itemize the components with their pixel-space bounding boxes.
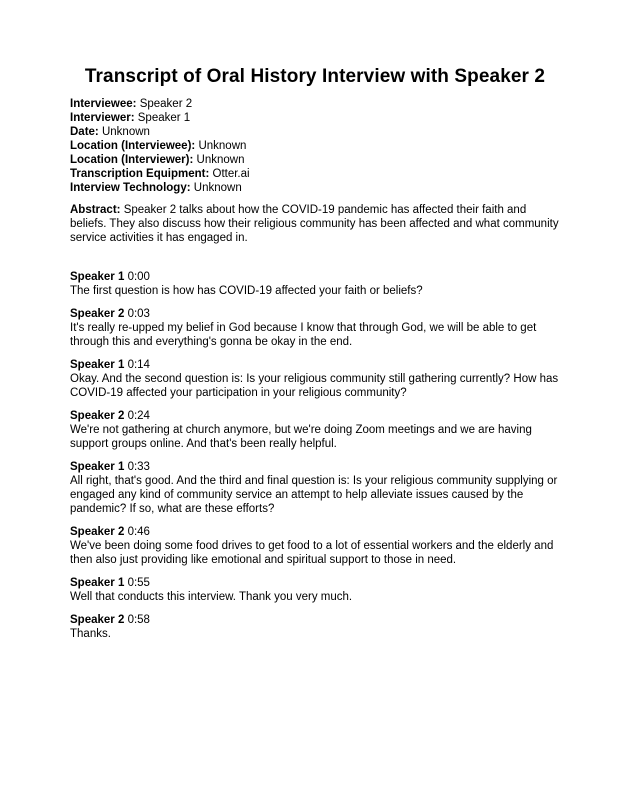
metadata-value: Unknown: [196, 154, 245, 166]
metadata-label: Transcription Equipment:: [70, 168, 210, 180]
dialogue-turn: [70, 270, 560, 298]
metadata-line-transcription-equipment: [70, 167, 560, 181]
turn-header: [70, 358, 560, 372]
speaker-name: Speaker 2: [70, 526, 125, 538]
timestamp: 0:33: [127, 461, 150, 473]
abstract-text: Speaker 2 talks about how the COVID-19 pandemic has affected their faith and beliefs. They also discuss how their religious community has been affected and what community service activities it has engaged in.: [70, 204, 559, 244]
dialogue-turn: [70, 358, 560, 400]
metadata-label: Location (Interviewer):: [70, 154, 194, 166]
metadata-label: Location (Interviewee):: [70, 140, 196, 152]
dialogue-section: [70, 270, 560, 641]
dialogue-turn: [70, 576, 560, 604]
metadata-value: Unknown: [198, 140, 247, 152]
turn-text: The first question is how has COVID-19 affected your faith or beliefs?: [70, 285, 423, 297]
metadata-value: Otter.ai: [212, 168, 250, 180]
abstract-paragraph: [70, 203, 560, 245]
timestamp: 0:14: [127, 359, 150, 371]
dialogue-turn: [70, 460, 560, 516]
timestamp: 0:03: [127, 308, 150, 320]
speaker-name: Speaker 2: [70, 308, 125, 320]
dialogue-turn: [70, 307, 560, 349]
turn-header: [70, 409, 560, 423]
dialogue-turn: [70, 525, 560, 567]
timestamp: 0:46: [127, 526, 150, 538]
document-title: Transcript of Oral History Interview with Speaker 2: [84, 66, 546, 87]
metadata-value: Unknown: [193, 182, 242, 194]
turn-text: It's really re-upped my belief in God because I know that through God, we will be able to get through this and everything's gonna be okay in the end.: [70, 322, 537, 348]
metadata-block: [70, 97, 560, 195]
speaker-name: Speaker 1: [70, 577, 125, 589]
speaker-name: Speaker 2: [70, 410, 125, 422]
timestamp: 0:00: [127, 271, 150, 283]
turn-header: [70, 613, 560, 627]
turn-header: [70, 460, 560, 474]
metadata-label: Interviewer:: [70, 112, 135, 124]
turn-text: All right, that's good. And the third and final question is: Is your religious community supplying or engaged any kind of community service an attempt to help alleviate issues caused by the pandemic? If so, what are these efforts?: [70, 475, 558, 515]
timestamp: 0:58: [127, 614, 150, 626]
turn-header: [70, 576, 560, 590]
metadata-label: Date:: [70, 126, 99, 138]
metadata-line-location-interviewee: [70, 139, 560, 153]
dialogue-turn: [70, 409, 560, 451]
metadata-line-location-interviewer: [70, 153, 560, 167]
metadata-line-interview-technology: [70, 181, 560, 195]
speaker-name: Speaker 1: [70, 461, 125, 473]
turn-header: [70, 270, 560, 284]
metadata-label: Interview Technology:: [70, 182, 191, 194]
timestamp: 0:24: [127, 410, 150, 422]
turn-text: We're not gathering at church anymore, but we're doing Zoom meetings and we are having support groups online. And that's been really helpful.: [70, 424, 532, 450]
timestamp: 0:55: [127, 577, 150, 589]
metadata-label: Interviewee:: [70, 98, 137, 110]
metadata-value: Speaker 1: [137, 112, 191, 124]
speaker-name: Speaker 2: [70, 614, 125, 626]
turn-text: Okay. And the second question is: Is your religious community still gathering currently? How has COVID-19 affected your participation in your religious community?: [70, 373, 559, 399]
speaker-name: Speaker 1: [70, 271, 125, 283]
metadata-value: Unknown: [101, 126, 150, 138]
metadata-line-interviewer: [70, 111, 560, 125]
metadata-line-interviewee: [70, 97, 560, 111]
turn-text: Thanks.: [70, 628, 111, 640]
abstract-label: Abstract:: [70, 204, 121, 216]
speaker-name: Speaker 1: [70, 359, 125, 371]
turn-text: Well that conducts this interview. Thank you very much.: [70, 591, 353, 603]
turn-header: [70, 525, 560, 539]
turn-text: We've been doing some food drives to get food to a lot of essential workers and the elderly and then also just providing like emotional and spiritual support to those in need.: [70, 540, 554, 566]
turn-header: [70, 307, 560, 321]
metadata-value: Speaker 2: [139, 98, 193, 110]
dialogue-turn: [70, 613, 560, 641]
metadata-line-date: [70, 125, 560, 139]
